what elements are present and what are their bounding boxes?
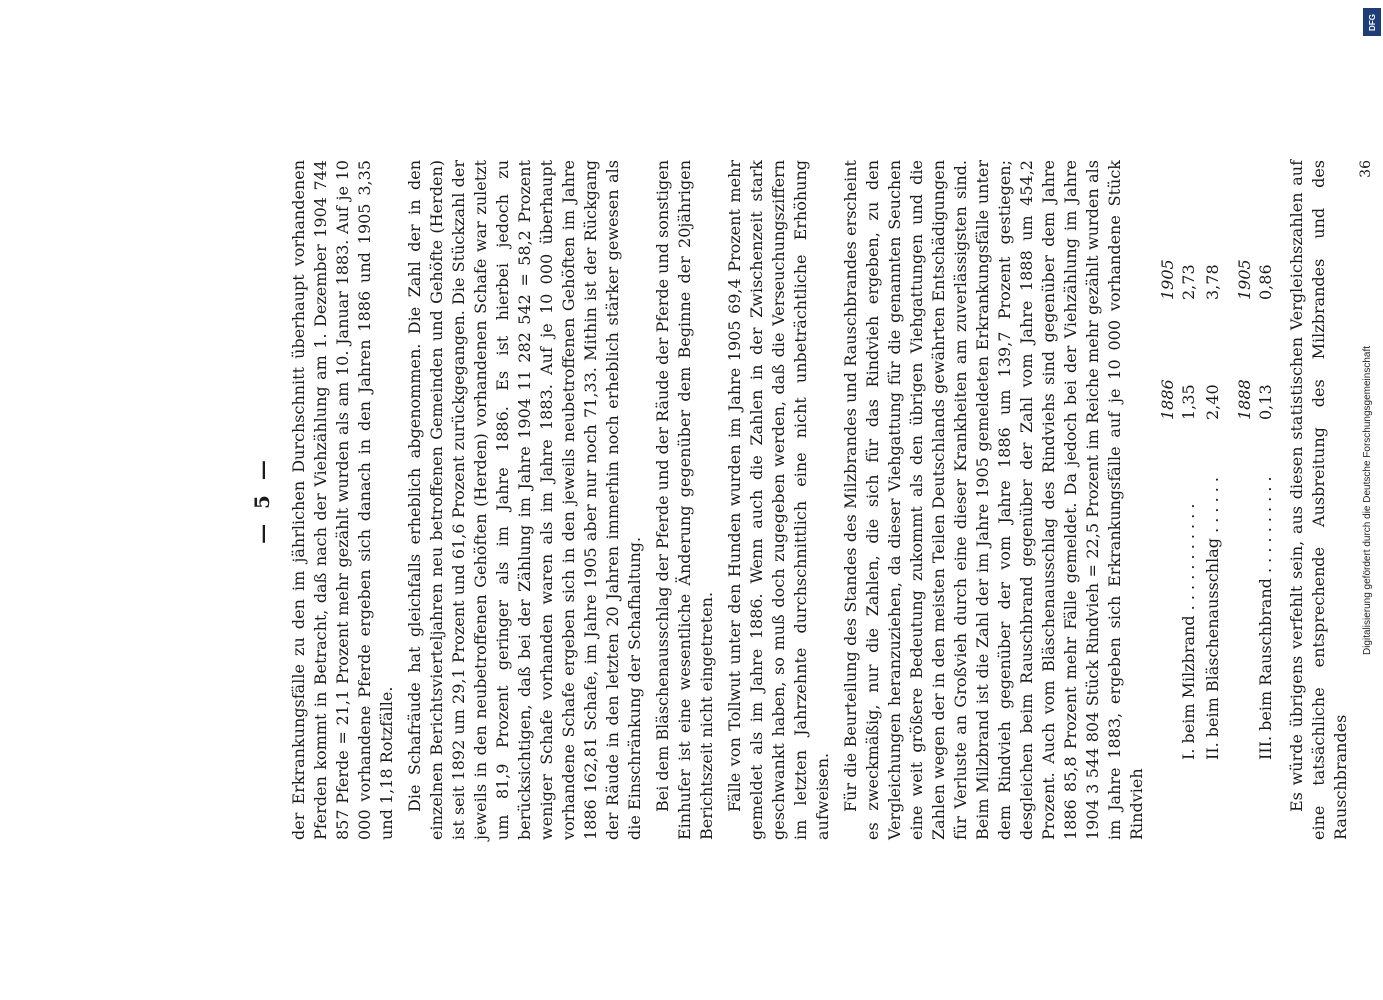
row-value: 3,78 — [1203, 264, 1222, 300]
year-label: 1886 — [1158, 379, 1177, 420]
row-value: 2,40 — [1203, 384, 1222, 420]
row-value: 2,73 — [1179, 264, 1198, 300]
table-row — [1254, 160, 1278, 760]
page-header: — 5 — — [250, 456, 274, 544]
page-number: 36 — [1358, 160, 1374, 178]
row-value: 0,86 — [1256, 264, 1275, 300]
row-label: I. beim Milzbrand . . . . . . . . . . . — [1179, 503, 1198, 760]
closing-paragraph: Es würde übrigens verfehlt sein, aus diesen statistischen Vergleichszahlen auf eine tatsächliche entsprechende Ausbreitung des Milzbrandes und des Rauschbrandes — [1287, 160, 1350, 840]
dfg-logo-text: DFG — [1367, 13, 1377, 31]
year-header-b — [1235, 160, 1254, 420]
paragraph-1: der Erkrankungsfälle zu den im jährlichen Durchschnitt überhaupt vorhandenen Pferden kommt in Betracht, daß nach der Viehzählung am 1. Dezember 1904 744 857 Pferde = 21,1 Prozent mehr gezählt wurden als am 10. Januar 1883. Auf je 10 000 vorhandene Pferde ergeben sich danach in den Jahren 1886 und 1905 3,35 und 1,18 Rotzfälle. — [289, 160, 396, 840]
statistics-table — [1158, 160, 1278, 760]
row-label: II. beim Bläschenausschlag . . . . . . — [1203, 476, 1222, 760]
row-value: 1,35 — [1179, 384, 1198, 420]
paragraph-2: Die Schafräude hat gleichfalls erheblich abgenommen. Die Zahl der in den einzelnen Berichtsvierteljahren neu betroffenen Gemeinden und Gehöfte (Herden) ist seit 1892 um 29,1 Prozent und 61,6 Prozent zurückgegangen. Die Stückzahl der jeweils in den neubetroffenen Gehöften (Herden) vorhandenen Schafe war zuletzt um 81,9 Prozent geringer als im Jahre 1886. Es ist hierbei jedoch zu berücksichtigen, daß bei der Zählung im Jahre 1904 11 282 542 = 58,2 Prozent weniger Schafe vorhanden waren als im Jahre 1883. Auf je 10 000 überhaupt vorhandene Schafe ergeben sich in den jeweils neubetroffenen Gehöften im Jahre 1886 162,81 Schafe, im Jahre 1905 aber nur noch 71,33. Mithin ist der Rückgang der Räude in den letzten 20 Jahren immerhin noch erheblich stärker gewesen als die Einschränkung der Schafhaltung. — [405, 160, 644, 840]
paragraph-3: Bei dem Bläschenausschlag der Pferde und der Räude der Pferde und sonstigen Einhufer ist eine wesentliche Änderung gegenüber dem Beginne der 20jährigen Berichtszeit nicht eingetreten. — [653, 160, 716, 840]
paragraph-4: Fälle von Tollwut unter den Hunden wurden im Jahre 1905 69,4 Prozent mehr gemeldet als im Jahre 1886. Wenn auch die Zahlen in der Zwischenzeit stark geschwankt haben, so muß doch zugegeben werden, daß die Verseuchungsziffern im letzten Jahrzehnte durchschnittlich eine nicht unbeträchtliche Erhöhung aufweisen. — [725, 160, 832, 840]
paragraph-5: Für die Beurteilung des Standes des Milzbrandes und Rauschbrandes erscheint es zweckmäßig, nur die Zahlen, die sich für das Rindvieh ergeben, zu den Vergleichungen heranzuziehen, da dieser Viehgattung für die genannten Seuchen eine weit größere Bedeutung zukommt als den übrigen Viehgattungen und die Zahlen wegen der in den meisten Teilen Deutschlands gewährten Entschädigungen für Verluste an Großvieh durch eine dieser Krankheiten am zuverlässigsten sind. Beim Milzbrand ist die Zahl der im Jahre 1905 gemeldeten Erkrankungsfälle unter dem Rindvieh gegenüber der vom Jahre 1886 um 139,7 Prozent gestiegen; desgleichen beim Rauschbrand gegenüber der Zahl vom Jahre 1888 um 454,2 Prozent. Auch vom Bläschenausschlag des Rindviehs sind gegenüber dem Jahre 1886 85,8 Prozent mehr Fälle gemeldet. Da jedoch bei der Viehzählung im Jahre 1904 3 544 804 Stück Rindvieh = 22,5 Prozent im Reiche mehr gezählt wurden als im Jahre 1883, ergeben sich Erkrankungsfälle auf je 10 000 vorhandene Stück Rindvieh — [841, 160, 1146, 840]
row-value: 0,13 — [1256, 384, 1275, 420]
year-header-a — [1158, 160, 1177, 420]
row-label: III. beim Rauschbrand . . . . . . . . . . — [1256, 476, 1275, 760]
digitization-credit — [1357, 0, 1379, 1000]
credit-text: Digitalisierung gefördert durch die Deutsche Forschungsgemeinschaft — [1362, 345, 1374, 655]
table-row — [1177, 160, 1201, 760]
year-label: 1888 — [1235, 379, 1254, 420]
year-label: 1905 — [1158, 259, 1177, 300]
year-label: 1905 — [1235, 259, 1254, 300]
table-row — [1201, 160, 1225, 760]
